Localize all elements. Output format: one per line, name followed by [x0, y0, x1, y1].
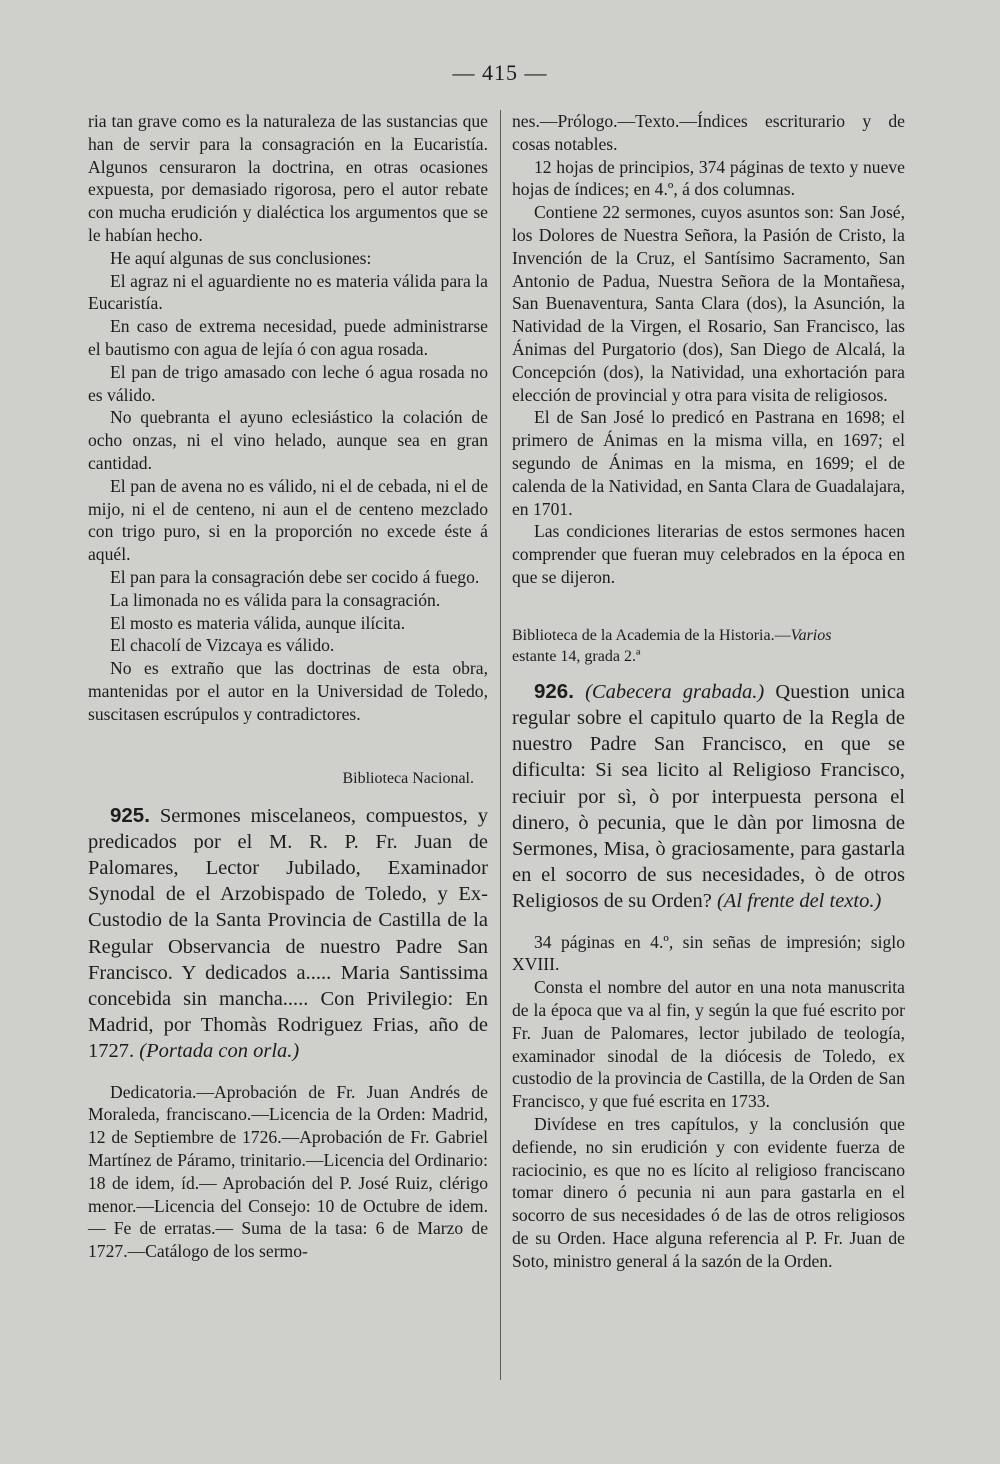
- entry-926-title: Question unica regular sobre el capitulo quarto de la Regla de nuestro Padre San Francisco, en que se dificulta: Si sea licito al Religioso Francisco, reciuir por sì, ò por interpuesta persona el dinero, ò pecunia, que le dàn por limosna de Sermones, Misa, ò graciosamente, para gastarla en el socorro de sus necesidades, ò de otros Religiosos de su Orden?: [512, 680, 906, 913]
- entry-925-title-block: [88, 803, 488, 1065]
- entry-926-title-block: [512, 679, 905, 915]
- conclusion-item: La limonada no es válida para la consagración.: [110, 589, 441, 610]
- conclusion-item: El mosto es materia válida, aunque ilícita.: [110, 612, 406, 633]
- library-926-shelf: estante 14, grada 2.ª: [512, 647, 641, 665]
- conclusions-intro: He aquí algunas de sus conclusiones:: [110, 247, 372, 268]
- entry-926-note: (Al frente del texto.): [716, 890, 882, 913]
- closing-paragraph: No es extraño que las doctrinas de esta obra, mantenidas por el autor en la Universidad de Toledo, suscitasen escrúpulos y contradictores.: [88, 658, 488, 724]
- entry-926-author: Consta el nombre del autor en una nota manuscrita de la época que va al fin, y según la que fué escrito por Fr. Juan de Palomares, lector jubilado de teología, examinador sinodal de la diócesis de Toledo, ex custodio de la provincia de Castilla, de la Orden de San Francisco, y que fué escrita en 1733.: [512, 977, 905, 1112]
- entry-925-note: (Portada con orla.): [139, 1040, 300, 1063]
- conclusion-item: En caso de extrema necesidad, puede administrarse el bautismo con agua de lejía ó con agua rosada.: [88, 316, 488, 359]
- entry-926-number: 926.: [534, 679, 574, 703]
- conclusion-item: El pan de trigo amasado con leche ó agua rosada no es válido.: [88, 361, 488, 405]
- entry-925-contents-continued: nes.—Prólogo.—Texto.—Índices escriturario y de cosas notables.: [512, 111, 905, 154]
- column-divider: [500, 110, 501, 1380]
- library-926-name: Biblioteca de la Academia de la Historia.—: [512, 626, 791, 644]
- entry-926-summary: Divídese en tres capítulos, y la conclusión que defiende, no sin erudición y con evidente fuerza de raciocinio, es que no es lícito al religioso franciscano tomar dinero ó pecunia ni aun para gastarla en el socorro de sus necesidades ó de las de otros religiosos de su Orden. Hace alguna referencia al P. Fr. Juan de Soto, ministro general á la sazón de la Orden.: [512, 1113, 905, 1271]
- intro-paragraph: ria tan grave como es la naturaleza de las sustancias que han de servir para la consagración en la Eucaristía. Algunos censuraron la doctrina, en otras ocasiones expuesta, por demasiado rigorosa, pero el autor rebate con mucha erudición y dialéctica los argumentos que se le habían hecho.: [88, 111, 488, 245]
- library-925: Biblioteca Nacional.: [342, 769, 474, 787]
- entry-925-literary: Las condiciones literarias de estos sermones hacen comprender que fueran muy celebrados en la época en que se dijeron.: [512, 521, 905, 587]
- conclusion-item: El chacolí de Vizcaya es válido.: [110, 635, 335, 656]
- entry-925-preached: El de San José lo predicó en Pastrana en 1698; el primero de Ánimas en la misma villa, en 1697; el segundo de Ánimas en la misma, en 1699; el de calenda de la Natividad, en Santa Clara de Guadalajara, en 1701.: [512, 407, 905, 519]
- entry-925-sermons: Contiene 22 sermones, cuyos asuntos son: San José, los Dolores de Nuestra Señora, la Pasión de Cristo, la Invención de la Cruz, el Santísimo Sacramento, San Antonio de Padua, Nuestra Señora de la Montañesa, San Buenaventura, Santa Clara (dos), la Asunción, la Natividad de la Virgen, el Rosario, San Francisco, las Ánimas del Purgatorio (dos), San Diego de Alcalá, la Concepción (dos), la Natividad, una exhortación para elección de provincial y otra para visita de religiosos.: [512, 202, 905, 405]
- entry-925-contents: Dedicatoria.—Aprobación de Fr. Juan Andrés de Moraleda, franciscano.—Licencia de la Orden: Madrid, 12 de Septiembre de 1726.—Aprobación de Fr. Gabriel Martínez de Páramo, trinitario.—Licencia del Ordinario: 18 de idem, íd.— Aprobación del P. José Ruiz, clérigo menor.—Licencia del Consejo: 10 de Octubre de idem.— Fe de erratas.— Suma de la tasa: 6 de Marzo de 1727.—Catálogo de los sermo-: [88, 1081, 488, 1262]
- entry-925-title: Sermones miscelaneos, compuestos, y predicados por el M. R. P. Fr. Juan de Palomares, Lector Jubilado, Examinador Synodal de el Arzobispado de Toledo, y Ex-Custodio de la Santa Provincia de Castilla de la Regular Observancia de nuestro Padre San Francisco. Y dedicados a..... Maria Santissima concebida sin mancha..... Con Privilegio: En Madrid, por Thomàs Rodriguez Frias, año de 1727.: [88, 804, 488, 1063]
- page-number: — 415 —: [452, 60, 548, 85]
- conclusion-item: No quebranta el ayuno eclesiástico la colación de ocho onzas, ni el vino helado, aunque sea en gran cantidad.: [88, 407, 488, 473]
- conclusion-item: El agraz ni el aguardiente no es materia válida para la Eucaristía.: [88, 270, 488, 314]
- library-926-collection: Varios: [790, 626, 832, 644]
- entry-926-pre: (Cabecera grabada.): [585, 680, 765, 703]
- entry-925-number: 925.: [110, 803, 150, 827]
- entry-926-description: 34 páginas en 4.º, sin señas de impresión; siglo XVIII.: [512, 931, 905, 975]
- entry-925-description: 12 hojas de principios, 374 páginas de texto y nueve hojas de índices; en 4.º, á dos columnas.: [512, 156, 905, 200]
- left-column: [88, 110, 488, 1263]
- conclusion-item: El pan para la consagración debe ser cocido á fuego.: [110, 566, 480, 587]
- library-926: [512, 625, 905, 667]
- conclusion-item: El pan de avena no es válido, ni el de cebada, ni el de mijo, ni el de centeno, ni aun el de centeno mezclado con trigo puro, si en la proporción no excede éste á aquél.: [88, 475, 488, 565]
- right-column: [512, 110, 905, 1273]
